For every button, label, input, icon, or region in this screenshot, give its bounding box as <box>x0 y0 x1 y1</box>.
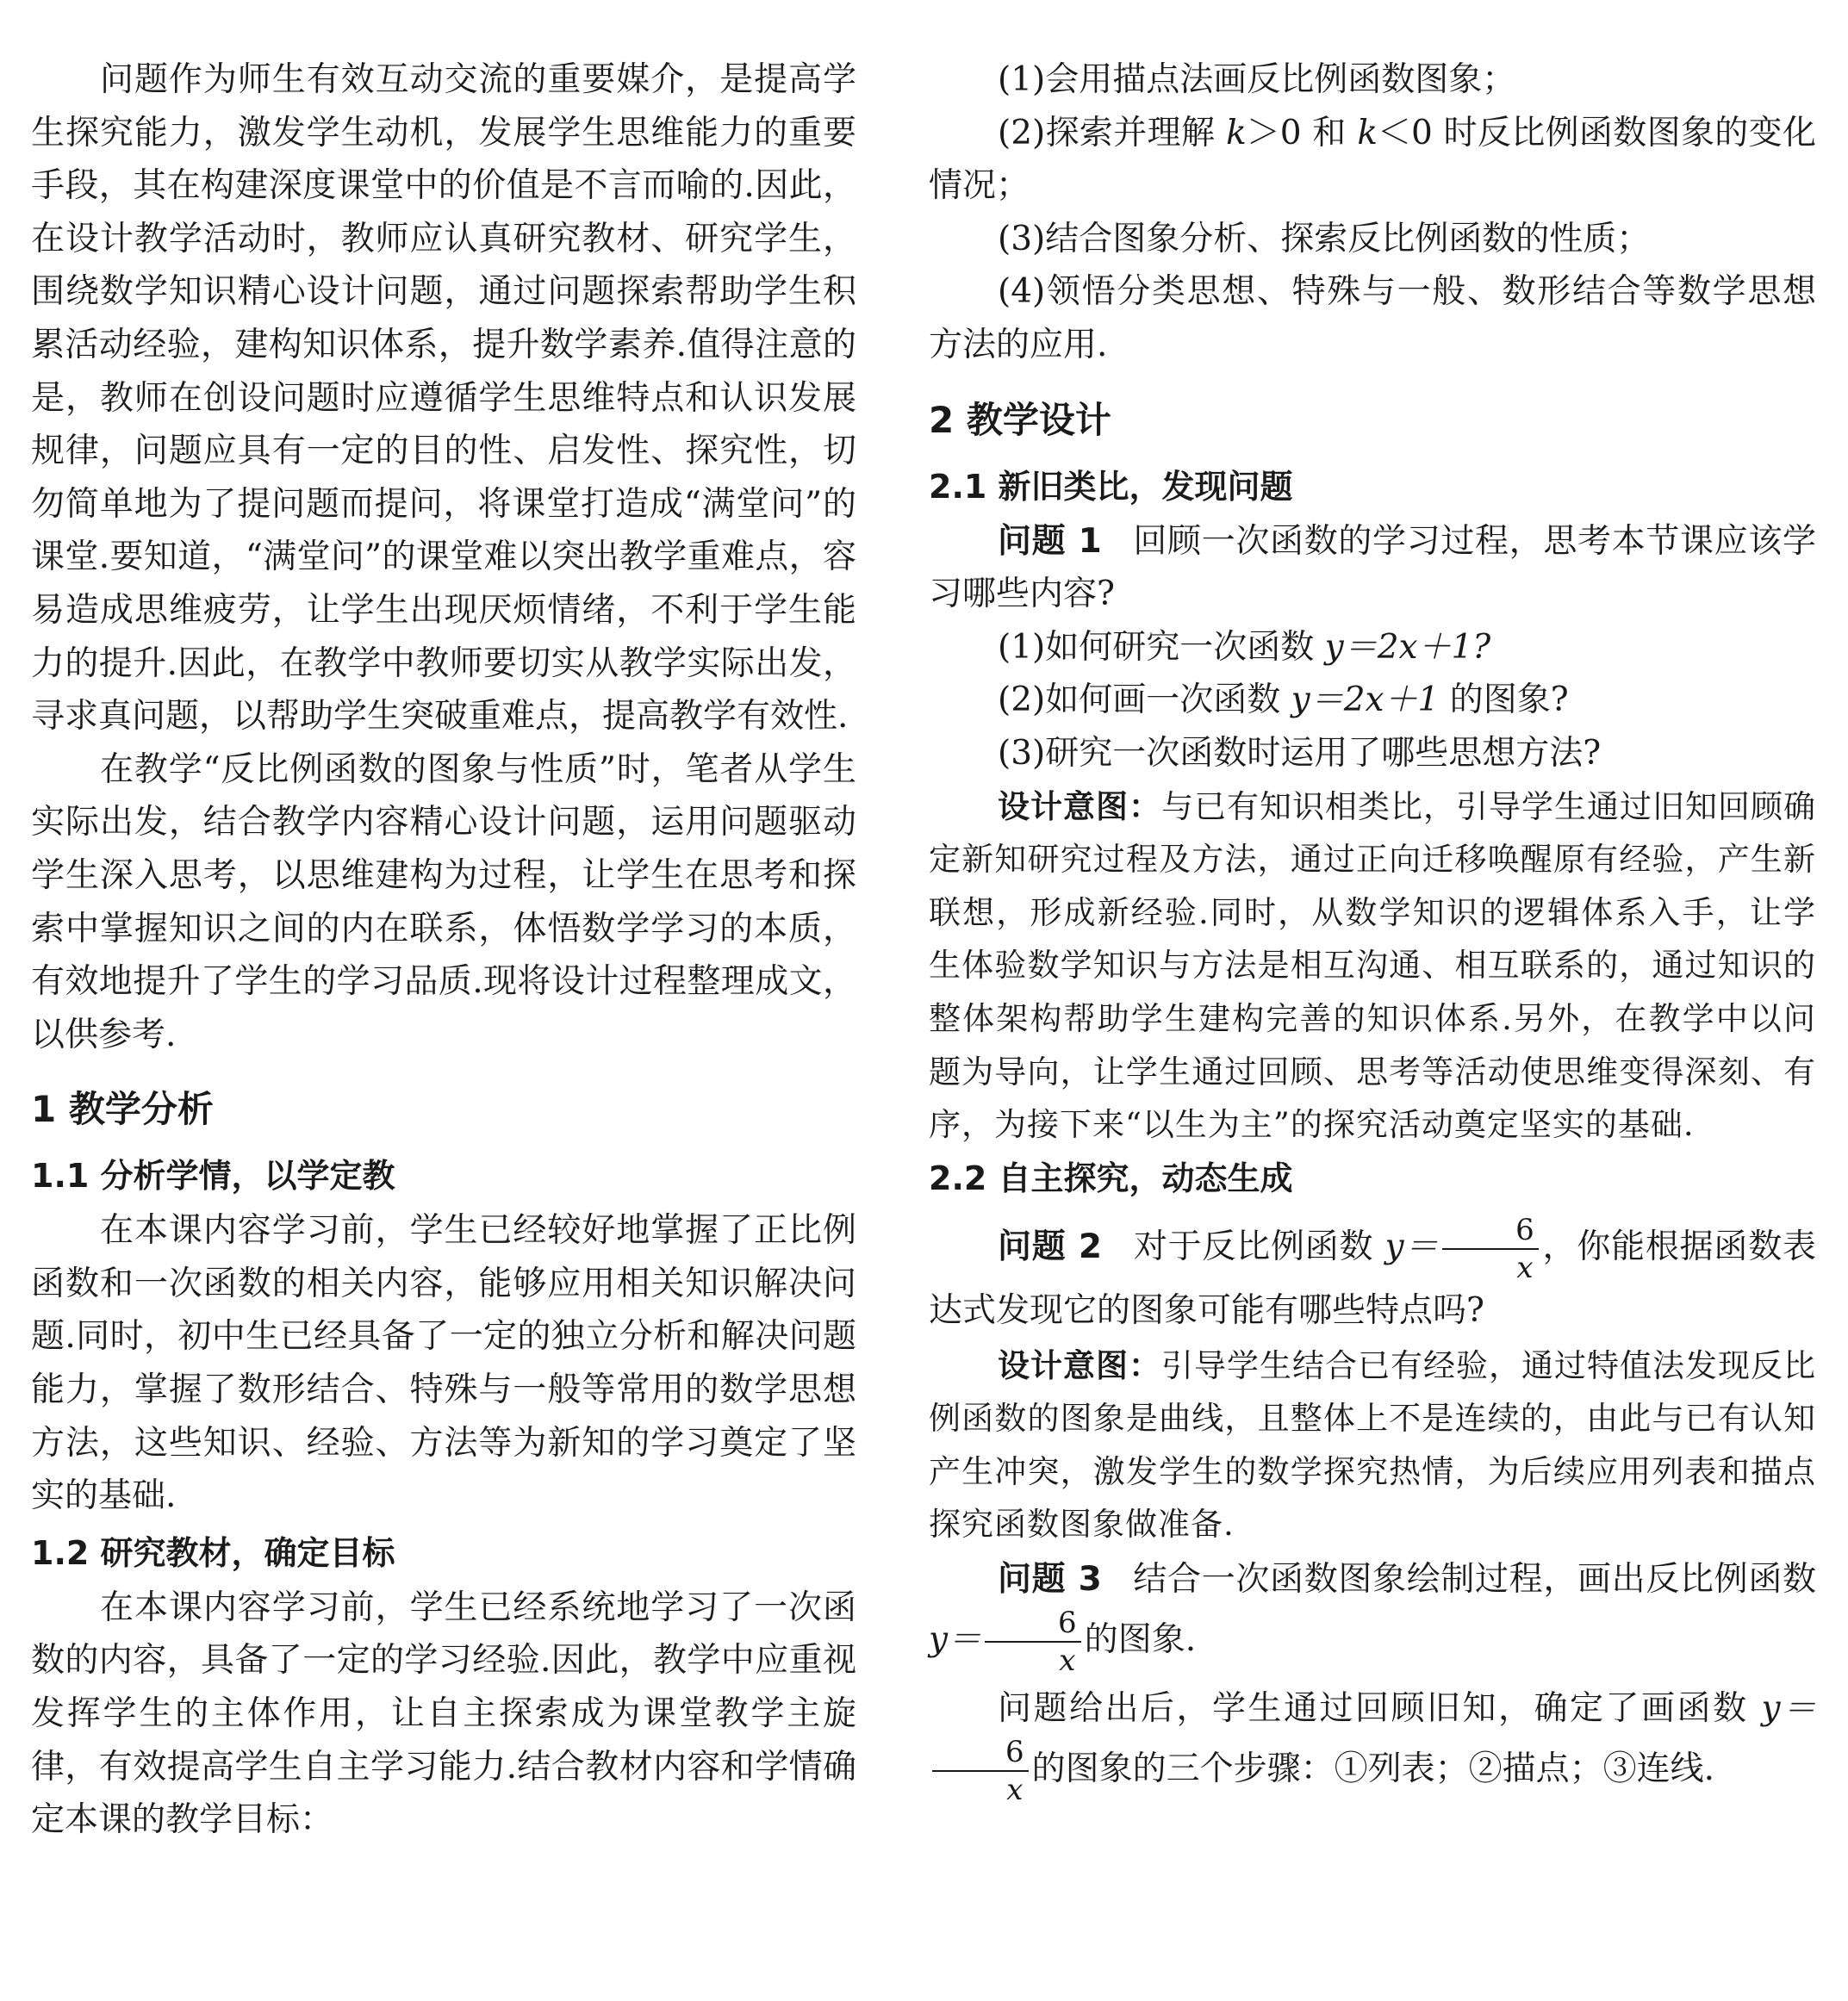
question-1: 问题 1 回顾一次函数的学习过程，思考本节课应该学习哪些内容? <box>929 521 1816 614</box>
question-1-sub-2: (2)如何画一次函数 y＝2x＋1 的图象? <box>998 680 1569 720</box>
intro-paragraph-2: 在教学“反比例函数的图象与性质”时，笔者从学生实际出发，结合教学内容精心设计问题，运用问题驱动学生深入思考，以思维建构为过程，让学生在思考和探索中掌握知识之间的内在联系，体悟数学学习的本质，有效地提升了学生的学习品质.现将设计过程整理成文，以供参考. <box>31 749 856 1054</box>
textbook-paragraph: 在本课内容学习前，学生已经系统地学习了一次函数的内容，具备了一定的学习经验.因此，教学中应重视发挥学生的主体作用，让自主探索成为课堂教学主旋律，有效提高学生自主学习能力.结合教材内容和学情确定本课的教学目标： <box>31 1588 856 1840</box>
design-intent-1: 设计意图：与已有知识相类比，引导学生通过旧知回顾确定新知研究过程及方法，通过正向迁移唤醒原有经验，产生新联想，形成新经验.同时，从数学知识的逻辑体系入手，让学生体验数学知识与方法是相互沟通、相互联系的，通过知识的整体架构帮助学生建构完善的知识体系.另外，在教学中以问题为导向，让学生通过回顾、思考等活动使思维变得深刻、有序，为接下来“以生为主”的探究活动奠定坚实的基础. <box>929 787 1816 1144</box>
subsection-heading-1-2: 1.2 研究教材，确定目标 <box>31 1533 395 1572</box>
fraction-6-over-x: $\frac{6}{x}$ <box>932 1737 1029 1805</box>
fraction-6-over-x: $\frac{6}{x}$ <box>1442 1215 1539 1283</box>
right-column <box>929 53 1816 1808</box>
question-3: 问题 3 结合一次函数图象绘制过程，画出反比例函数 y＝ $\frac{6}{x}$ 的图象. <box>929 1560 1816 1679</box>
analysis-paragraph: 在本课内容学习前，学生已经较好地掌握了正比例函数和一次函数的相关内容，能够应用相关知识解决问题.同时，初中生已经具备了一定的独立分析和解决问题能力，掌握了数形结合、特殊与一般等常用的数学思想方法，这些知识、经验、方法等为新知的学习奠定了坚实的基础. <box>31 1211 856 1516</box>
section-heading-2: 2 教学设计 <box>929 398 1111 441</box>
goal-1: (1)会用描点法画反比例函数图象； <box>998 60 1516 99</box>
subsection-heading-2-1: 2.1 新旧类比，发现问题 <box>929 467 1293 506</box>
design-intent-2: 设计意图：引导学生结合已有经验，通过特值法发现反比例函数的图象是曲线，且整体上不是连续的，由此与已有认知产生冲突，激发学生的数学探究热情，为后续应用列表和描点探究函数图象做准备. <box>929 1346 1816 1544</box>
subsection-heading-1-1: 1.1 分析学情，以学定教 <box>31 1157 395 1196</box>
goal-2: (2)探索并理解 k＞0 和 k＜0 时反比例函数图象的变化情况； <box>929 113 1816 206</box>
drawing-steps-paragraph: 问题给出后，学生通过回顾旧知，确定了画函数 y＝ $\frac{6}{x}$ 的图象的三个步骤：①列表；②描点；③连线. <box>929 1681 1816 1805</box>
question-2: 问题 2 对于反比例函数 y＝ $\frac{6}{x}$ ，你能根据函数表达式发现它的图象可能有哪些特点吗? <box>929 1212 1816 1330</box>
fraction-6-over-x: $\frac{6}{x}$ <box>985 1608 1081 1675</box>
left-column <box>31 53 856 1847</box>
intro-paragraph-1: 问题作为师生有效互动交流的重要媒介，是提高学生探究能力，激发学生动机，发展学生思维能力的重要手段，其在构建深度课堂中的价值是不言而喻的.因此，在设计教学活动时，教师应认真研究教材、研究学生，围绕数学知识精心设计问题，通过问题探索帮助学生积累活动经验，建构知识体系，提升数学素养.值得注意的是，教师在创设问题时应遵循学生思维特点和认识发展规律，问题应具有一定的目的性、启发性、探究性，切勿简单地为了提问题而提问，将课堂打造成“满堂问”的课堂.要知道，“满堂问”的课堂难以突出教学重难点，容易造成思维疲劳，让学生出现厌烦情绪，不利于学生能力的提升.因此，在教学中教师要切实从教学实际出发，寻求真问题，以帮助学生突破重难点，提高教学有效性. <box>31 60 856 736</box>
goal-3: (3)结合图象分析、探索反比例函数的性质； <box>998 219 1651 258</box>
section-heading-1: 1 教学分析 <box>31 1088 214 1131</box>
question-1-sub-1: (1)如何研究一次函数 y＝2x＋1? <box>998 627 1491 667</box>
subsection-heading-2-2: 2.2 自主探究，动态生成 <box>929 1159 1293 1197</box>
question-1-sub-3: (3)研究一次函数时运用了哪些思想方法? <box>998 733 1602 773</box>
goal-4: (4)领悟分类思想、特殊与一般、数形结合等数学思想方法的应用. <box>929 272 1816 364</box>
